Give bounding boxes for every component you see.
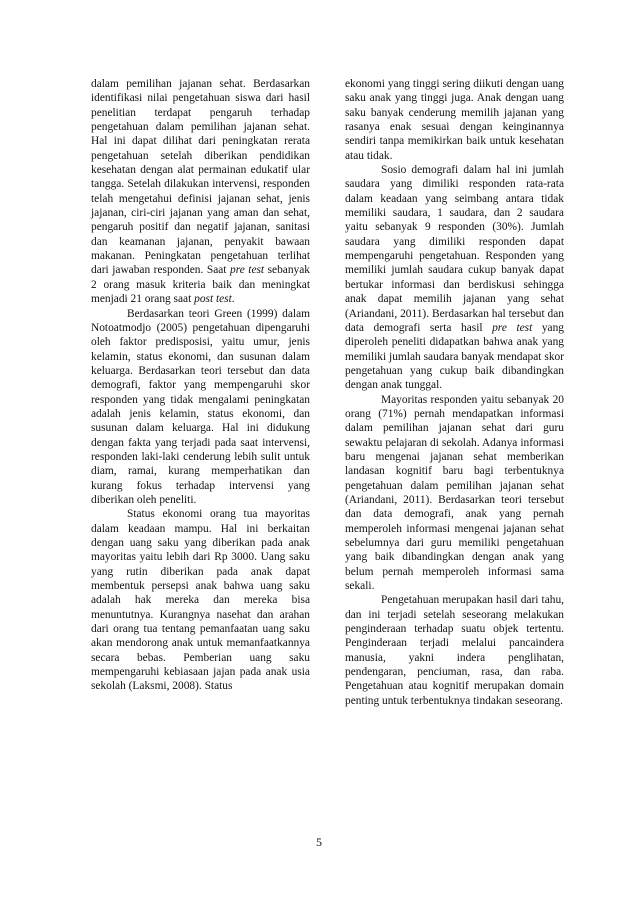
paragraph: Mayoritas responden yaitu sebanyak 20 orang (71%) pernah mendapatkan informasi dalam pemilihan jajanan sehat dari guru sewaktu pelajaran di sekolah. Adanya informasi baru mengenai jajanan sehat memberikan landasan kognitif baru bagi terbentuknya pengetahuan dalam pemilihan jajanan sehat (Ariandani, 2011). Berdasarkan teori tersebut dan data demografi, anak yang pernah memperoleh informasi mengenai jajanan sehat sebelumnya dari guru memiliki pengetahuan yang baik dibandingkan dengan anak yang belum pernah memperoleh informasi sama sekali. xyxy=(345,393,564,593)
right-column xyxy=(345,77,564,708)
paragraph: Pengetahuan merupakan hasil dari tahu, dan ini terjadi setelah seseorang melakukan penginderaan terhadap suatu objek tertentu. Penginderaan terjadi melalui pancaindera manusia, yakni indera penglihatan, pendengaran, penciuman, rasa, dan raba. Pengetahuan atau kognitif merupakan domain penting untuk terbentuknya tindakan seseorang. xyxy=(345,594,564,707)
left-column xyxy=(91,77,310,694)
paragraph-text: dalam pemilihan jajanan sehat. Berdasarkan identifikasi nilai pengetahuan siswa dari hasil penelitian terdapat pengaruh terhadap pengetahuan dalam pemilihan jajanan sehat. Hal ini dapat dilihat dari peningkatan rerata pengetahuan setelah diberikan pendidikan kesehatan dengan alat permainan edukatif ular tangga. Setelah dilakukan intervensi, responden telah mengetahui definisi jajanan sehat, jenis jajanan, ciri-ciri jajanan yang aman dan sehat, pengaruh positif dan negatif jajanan, sanitasi dan keamanan jajanan, penyakit bawaan makanan. Peningkatan pengetahuan terlihat dari jawaban responden. Saat xyxy=(91,78,310,277)
paragraph-text: . xyxy=(231,293,235,306)
page-number: 5 xyxy=(316,835,322,849)
italic-term: post test xyxy=(194,293,232,306)
italic-term: pre test xyxy=(492,321,533,334)
paragraph: ekonomi yang tinggi sering diikuti dengan uang saku anak yang tinggi juga. Anak dengan uang saku banyak cenderung memilih jajanan yang rasanya enak sesuai dengan keinginannya sendiri tanpa memikirkan baik untuk kesehatan atau tidak. xyxy=(345,78,564,162)
paragraph: Berdasarkan teori Green (1999) dalam Notoatmodjo (2005) pengetahuan dipengaruhi oleh faktor predisposisi, yaitu umur, jenis kelamin, status ekonomi, dan susunan dalam keluarga. Berdasarkan teori tersebut dan data demografi, faktor yang mempengaruhi skor responden yang tidak mengalami peningkatan adalah jenis kelamin, status ekonomi, dan susunan dalam keluarga. Hal ini didukung dengan fakta yang terjadi pada saat intervensi, responden laki-laki cenderung lebih sulit untuk diam, ramai, kurang memperhatikan dan kurang fokus terhadap intervensi yang diberikan oleh peneliti. xyxy=(91,307,310,506)
paragraph-text: yang diperoleh peneliti didapatkan bahwa anak yang memiliki jumlah saudara banyak mendapat skor pengetahuan yang cukup baik dibandingkan dengan anak tunggal. xyxy=(345,321,564,392)
paragraph-text: Sosio demografi dalam hal ini jumlah saudara yang dimiliki responden rata-rata dalam keadaan yang seimbang antara tidak memiliki saudara, 1 saudara, dan 2 saudara yaitu sebanyak 9 responden (30%). Jumlah saudara yang dimiliki responden dapat mempengaruhi pengetahuan. Responden yang memiliki jumlah saudara cukup banyak dapat bertukar informasi dan berdiskusi sehingga anak dapat memilih jajanan yang sehat (Ariandani, 2011). Berdasarkan hal tersebut dan data demografi serta hasil xyxy=(345,164,564,334)
paragraph xyxy=(345,163,564,393)
paragraph: Status ekonomi orang tua mayoritas dalam keadaan mampu. Hal ini berkaitan dengan uang saku yang diberikan pada anak mayoritas yaitu lebih dari Rp 3000. Uang saku yang rutin diberikan pada anak dapat membentuk persepsi anak bahwa uang saku adalah hak mereka dan mereka bisa menuntutnya. Kurangnya nasehat dan arahan dari orang tua tentang pemanfaatan uang saku akan mendorong anak untuk memanfaatkannya secara bebas. Pemberian uang saku mempengaruhi kebiasaan jajan pada anak usia sekolah (Laksmi, 2008). Status xyxy=(91,508,310,693)
italic-term: pre test xyxy=(230,264,265,277)
paragraph xyxy=(91,77,310,307)
paragraph-text: sebanyak 2 orang masuk kriteria baik dan meningkat menjadi 21 orang saat xyxy=(91,264,310,306)
